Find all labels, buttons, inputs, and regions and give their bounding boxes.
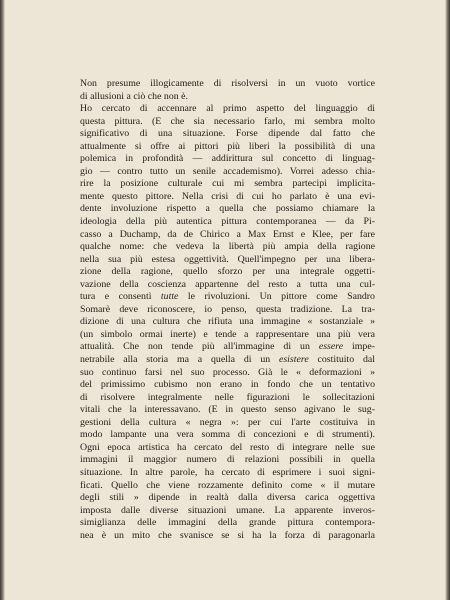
text-line: netrabile alla storia ma a quella di un esistere costituito dal: [80, 354, 375, 366]
text-line: di allusioni a ciò che non è.: [80, 90, 188, 102]
text-line: Ho cercato di accennare al primo aspetto del linguaggio di: [80, 103, 375, 115]
text-line: questa pittura. (E che sia necessario farlo, mi sembra molto: [80, 115, 375, 127]
text-line: ideologia della più autentica pittura contemporanea — da Pi-: [80, 216, 375, 228]
text-line: simiglianza delle immagini della grande pittura contempora-: [80, 517, 375, 529]
text-line: tura e consentì tutte le rivoluzioni. Un pittore come Sandro: [80, 291, 375, 303]
text-line: (un simbolo ormai inerte) e tende a rappresentare una più vera: [80, 328, 375, 340]
text-line: significativo di una situazione. Forse dipende dal fatto che: [80, 128, 375, 140]
text-line: modo lampante una vera somma di concezioni e di strumenti).: [80, 429, 375, 441]
text-line: situazione. In altre parole, ha cercato di esprimere i suoi signi-: [80, 466, 375, 478]
text-line: vitali che la interessavano. (E in questo senso agivano le sug-: [80, 404, 375, 416]
text-line: gio — contro tutto un senile accademismo). Vorrei adesso chia-: [80, 165, 375, 177]
page-edge-right: [445, 0, 450, 600]
text-line: dizione di una cultura che rifiuta una immagine « sostanziale »: [80, 316, 375, 328]
text-line: suo continuo farsi nel suo processo. Già le « deformazioni »: [80, 366, 375, 378]
text-line: zione della ragione, quello sforzo per una integrale oggetti-: [80, 266, 375, 278]
text-line: vazione della coscienza appartenne del resto a tutta una cul-: [80, 278, 375, 290]
text-line: qualche nome: che vedeva la libertà più ampia della ragione: [80, 241, 375, 253]
text-line: polemica in profondità — addirittura sul concetto di linguag-: [80, 153, 375, 165]
text-line: Ogni epoca artistica ha cercato del resto di integrare nelle sue: [80, 441, 375, 453]
text-line: immagini il maggior numero di relazioni possibili in quella: [80, 454, 375, 466]
text-line: del primissimo cubismo non erano in fondo che un tentativo: [80, 379, 375, 391]
text-line: casso a Duchamp, da de Chirico a Max Ernst e Klee, per fare: [80, 228, 375, 240]
text-line: di risolvere integralmente nelle figurazioni le sollecitazioni: [80, 391, 375, 403]
text-line: nea è un mito che svanisce se si ha la forza di paragonarla: [80, 529, 375, 541]
text-line: nella sua più estesa oggettività. Quell'impegno per una libera-: [80, 253, 375, 265]
text-line: imposta dalle diverse situazioni umane. La apparente inveros-: [80, 504, 375, 516]
text-line: Somarè deve riconoscere, io penso, questa tradizione. La tra-: [80, 303, 375, 315]
text-line: Non presume illogicamente di risolversi in un vuoto vortice: [80, 78, 375, 89]
text-line: rire la posizione culturale cui mi sembra partecipi implicita-: [80, 178, 375, 190]
text-line: mente questo pittore. Nella crisi di cui ho parlato è una evi-: [80, 190, 375, 202]
page-edge-left: [0, 0, 5, 600]
text-line: attualmente si offre ai pittori più liberi la possibilità di una: [80, 140, 375, 152]
text-line: dente involuzione rispetto a quella che possiamo chiamare la: [80, 203, 375, 215]
body-text: [80, 78, 375, 542]
text-line: attualità. Che non tende più all'immagine di un essere impe-: [80, 341, 375, 353]
text-line: gestioni della cultura « negra »: per cui l'arte costituiva in: [80, 416, 375, 428]
text-line: degli stili » dipende in realtà dalla diversa carica oggettiva: [80, 492, 375, 504]
text-line: ficati. Quello che viene rozzamente definito come « il mutare: [80, 479, 375, 491]
